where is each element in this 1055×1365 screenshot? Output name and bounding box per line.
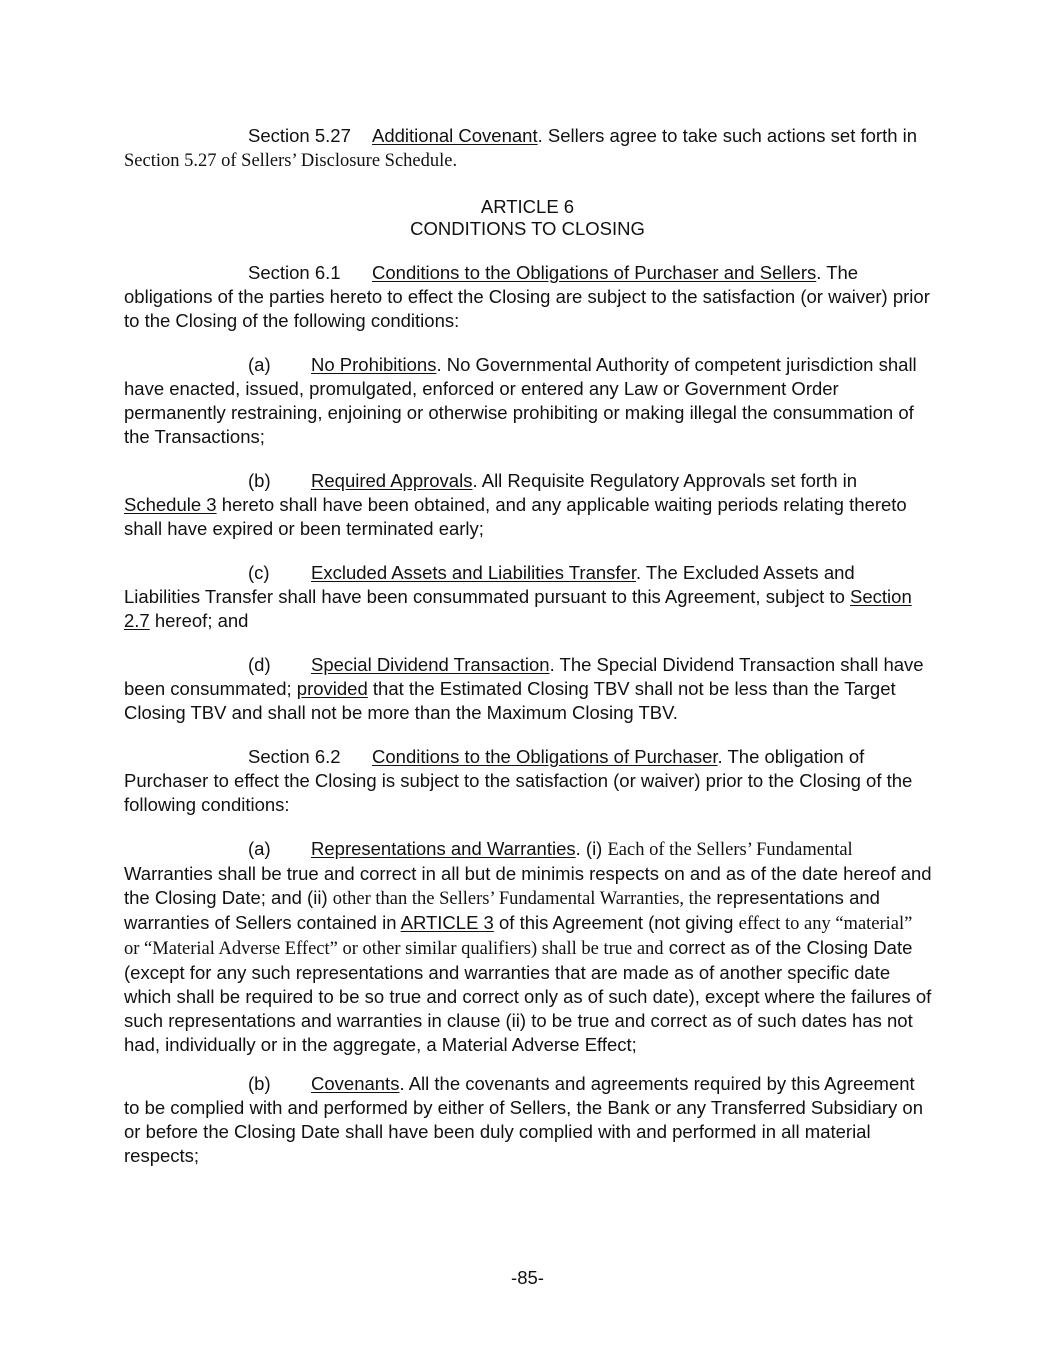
clause-label: (b) [248,470,271,491]
clause-label: (c) [248,562,270,583]
section-6-2: Section 6.2 Conditions to the Obligations of Purchaser. The obligation of Purchaser to effect the Closing is subject to the satisfaction (or waiver) prior to the Closing of the following conditions: [124,746,913,815]
section-5-27: Section 5.27 Additional Covenant. Sellers agree to take such actions set forth in Section 5.27 of Sellers’ Disclosure Schedule. [124,125,918,171]
section-reference: Section 2.7 [124,586,912,631]
proviso-term: provided [296,678,368,699]
clause-title: Special Dividend Transaction [311,654,550,675]
clause-title: Covenants [311,1073,400,1094]
clause-6-2-b: (b) Covenants. All the covenants and agreements required by this Agreement to be complied with and performed by either of Sellers, the Bank or any Transferred Subsidiary on or before the Closing Date shall have been duly complied with and performed in all material respects; [124,1073,924,1166]
clause-6-1-b: (b) Required Approvals. All Requisite Regulatory Approvals set forth in Schedule 3 hereto shall have been obtained, and any applicable waiting periods relating thereto shall have expired or been terminated early; [124,470,907,539]
clause-title: Excluded Assets and Liabilities Transfer [311,562,636,583]
clause-title: No Prohibitions [311,354,437,375]
article-title: CONDITIONS TO CLOSING [410,218,645,239]
section-title: Additional Covenant [372,125,538,146]
clause-6-1-d: (d) Special Dividend Transaction. The Special Dividend Transaction shall have been consummated; provided that the Estimated Closing TBV shall not be less than the Target Closing TBV and shall not be more than the Maximum Closing TBV. [124,654,924,723]
clause-label: (d) [248,654,271,675]
section-title: Conditions to the Obligations of Purchaser [372,746,718,767]
clause-label: (a) [248,838,271,859]
schedule-reference: Schedule 3 [124,494,217,515]
section-6-1: Section 6.1 Conditions to the Obligations of Purchaser and Sellers. The obligations of the parties hereto to effect the Closing are subject to the satisfaction (or waiver) prior to the Closing of the following conditions: [124,262,930,331]
clause-label: (a) [248,354,271,375]
section-number: Section 6.2 [248,746,341,767]
clause-6-1-a: (a) No Prohibitions. No Governmental Authority of competent jurisdiction shall have enacted, issued, promulgated, enforced or entered any Law or Government Order permanently restraining, enjoining or otherwise prohibiting or making illegal the consummation of the Transactions; [124,354,917,447]
page-number: -85- [511,1267,544,1288]
clause-6-1-c: (c) Excluded Assets and Liabilities Transfer. The Excluded Assets and Liabilities Transfer shall have been consummated pursuant to this Agreement, subject to Section 2.7 hereof; and [124,562,912,631]
clause-title: Required Approvals [311,470,473,491]
section-title: Conditions to the Obligations of Purchaser and Sellers [372,262,817,283]
section-number: Section 6.1 [248,262,341,283]
section-number: Section 5.27 [248,125,351,146]
clause-6-2-a: (a) Representations and Warranties. (i) Each of the Sellers’ Fundamental Warranties shall be true and correct in all but de minimis respects on and as of the date hereof and the Closing Date; and (ii) other than the Sellers’ Fundamental Warranties, the representations and warranties of Sellers contained in ARTICLE 3 of this Agreement (not giving effect to any “material” or “Material Adverse Effect” or other similar qualifiers) shall be true and correct as of the Closing Date (except for any such representations and warranties that are made as of another specific date which shall be required to be so true and correct only as of such date), except where the failures of such representations and warranties in clause (ii) to be true and correct as of such dates has not had, individually or in the aggregate, a Material Adverse Effect; [124,838,932,1055]
article-reference: ARTICLE 3 [400,912,494,933]
clause-title: Representations and Warranties [311,838,576,859]
clause-label: (b) [248,1073,271,1094]
article-number: ARTICLE 6 [480,196,575,217]
